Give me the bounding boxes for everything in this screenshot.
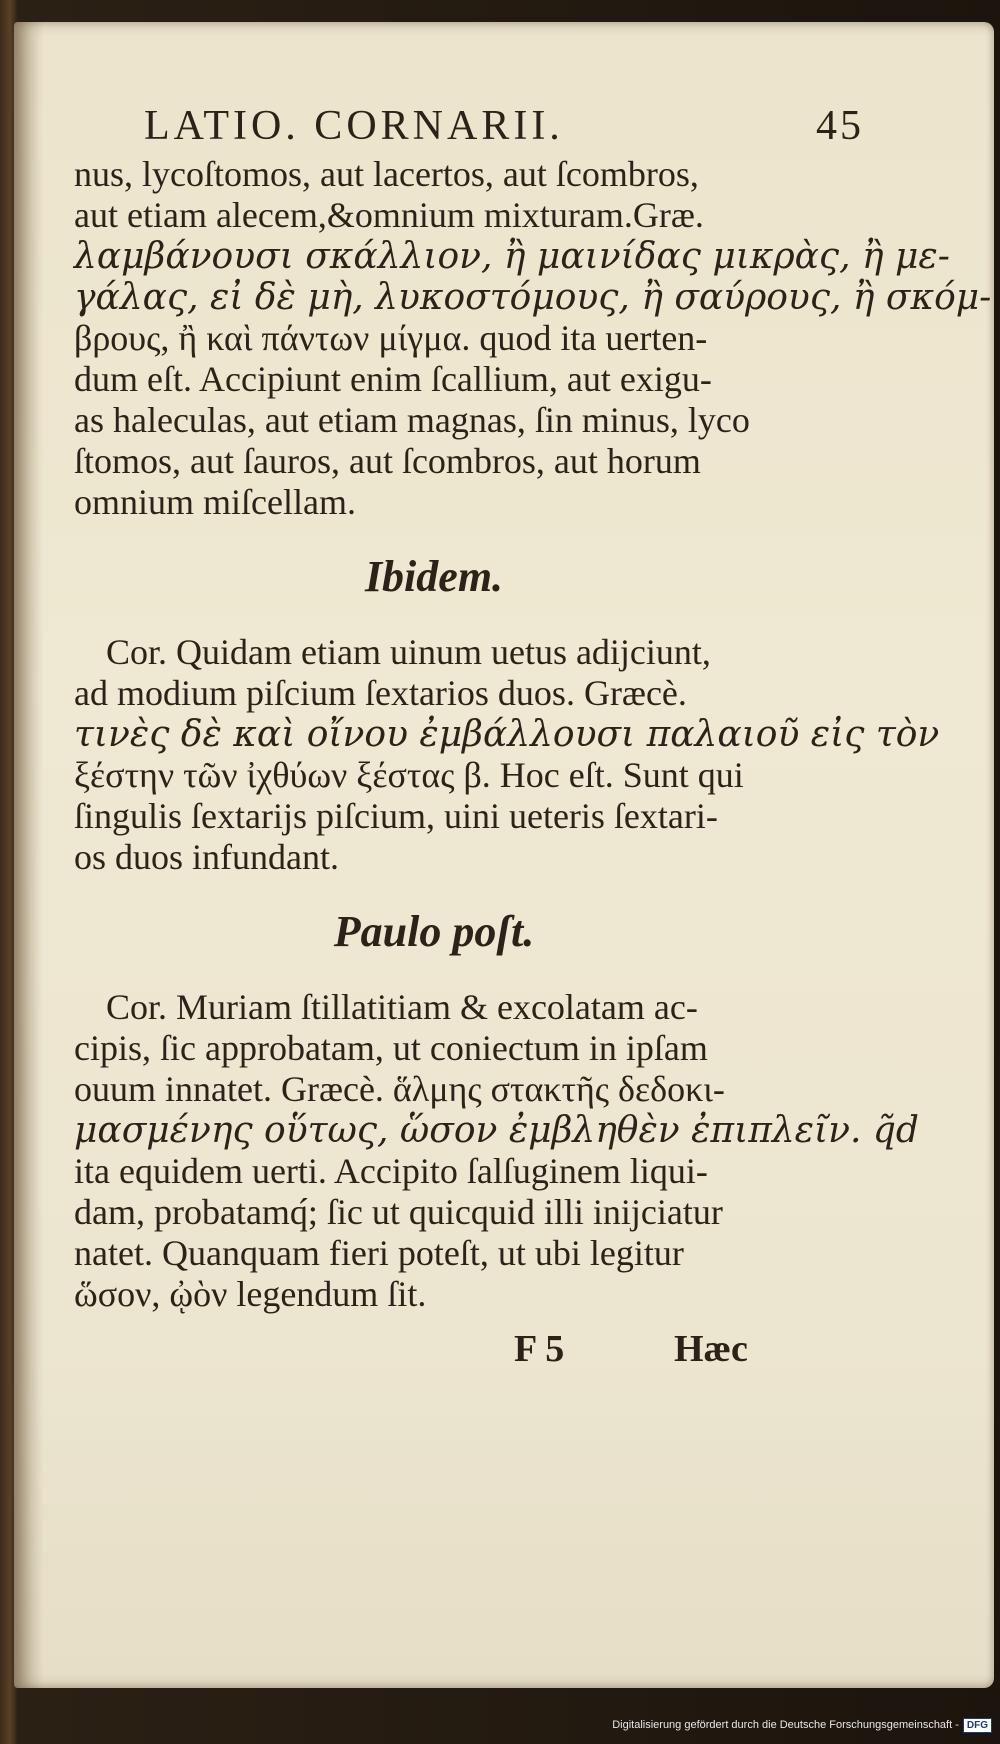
text-line: Cor. Quidam etiam uinum uetus adijciunt, — [106, 632, 711, 672]
section-heading: Paulo poſt. — [333, 907, 535, 956]
text-line: cipis, ſic approbatam, ut coniectum in ipſam — [74, 1028, 708, 1068]
running-title: LATIO. CORNARII. — [144, 103, 564, 149]
paragraph-1 — [74, 154, 992, 523]
text-line: ὥσον, ᾠὸν legendum ſit. — [74, 1274, 427, 1314]
text-line: ſtomos, aut ſauros, aut ſcombros, aut horum — [74, 441, 701, 481]
greek-text-line: λαμβάνουσι σκάλλιον, ἢ μαινίδας μικρὰς, ἢ με- — [74, 236, 950, 277]
greek-text-line: μασμένης οὕτως, ὥσον ἐμβληθὲν ἐπιπλεῖν. q̃d — [74, 1110, 919, 1151]
book-page — [14, 22, 994, 1688]
digitization-credit — [612, 1712, 992, 1738]
greek-text-line: γάλας, εἰ δὲ μὴ, λυκοστόμους, ἢ σαύρους, ἢ σκόμ- — [74, 277, 992, 318]
page-number: 45 — [816, 103, 864, 149]
text-line: ſingulis ſextarijs piſcium, uini ueteris ſextari- — [74, 796, 718, 836]
text-line: os duos infundant. — [74, 837, 339, 877]
credit-text: Digitalisierung gefördert durch die Deutsche Forschungsgemeinschaft - — [612, 1719, 959, 1731]
paragraph-3 — [74, 987, 919, 1315]
greek-text-line: τινὲς δὲ καὶ οἴνου ἐμβάλλουσι παλαιοῦ εἰς τὸν — [74, 714, 940, 755]
text-line: ouum innatet. Græcè. ἅλμης στακτῆς δεδοκι- — [74, 1069, 725, 1109]
text-line: ita equidem uerti. Accipito ſalſuginem liqui- — [74, 1151, 708, 1191]
running-header — [144, 102, 864, 150]
signature-mark: F 5 — [514, 1328, 565, 1370]
signature-line — [74, 1327, 834, 1370]
text-line: dum eſt. Accipiunt enim ſcallium, aut exigu- — [74, 359, 712, 399]
page-text — [74, 82, 992, 1370]
text-line: nus, lycoſtomos, aut lacertos, aut ſcombros, — [74, 154, 699, 194]
text-line: dam, probatamq́; ſic ut quicquid illi inijciatur — [74, 1192, 723, 1232]
dfg-logo: DFG — [963, 1718, 992, 1733]
text-line: ξέστην τῶν ἰχθύων ξέστας β. Hoc eſt. Sunt qui — [74, 755, 744, 795]
text-line: βρους, ἢ καὶ πάντων μίγμα. quod ita uerten- — [74, 318, 708, 358]
text-line: Cor. Muriam ſtillatitiam & excolatam ac- — [106, 987, 698, 1027]
text-line: as haleculas, aut etiam magnas, ſin minus, lyco — [74, 400, 750, 440]
catchword: Hæc — [674, 1328, 748, 1370]
paragraph-2 — [74, 632, 940, 878]
text-line: natet. Quanquam fieri poteſt, ut ubi legitur — [74, 1233, 684, 1273]
text-line: ad modium piſcium ſextarios duos. Græcè. — [74, 673, 687, 713]
section-heading: Ibidem. — [364, 552, 504, 601]
text-line: aut etiam alecem,&omnium mixturam.Græ. — [74, 195, 704, 235]
text-line: omnium miſcellam. — [74, 482, 356, 522]
